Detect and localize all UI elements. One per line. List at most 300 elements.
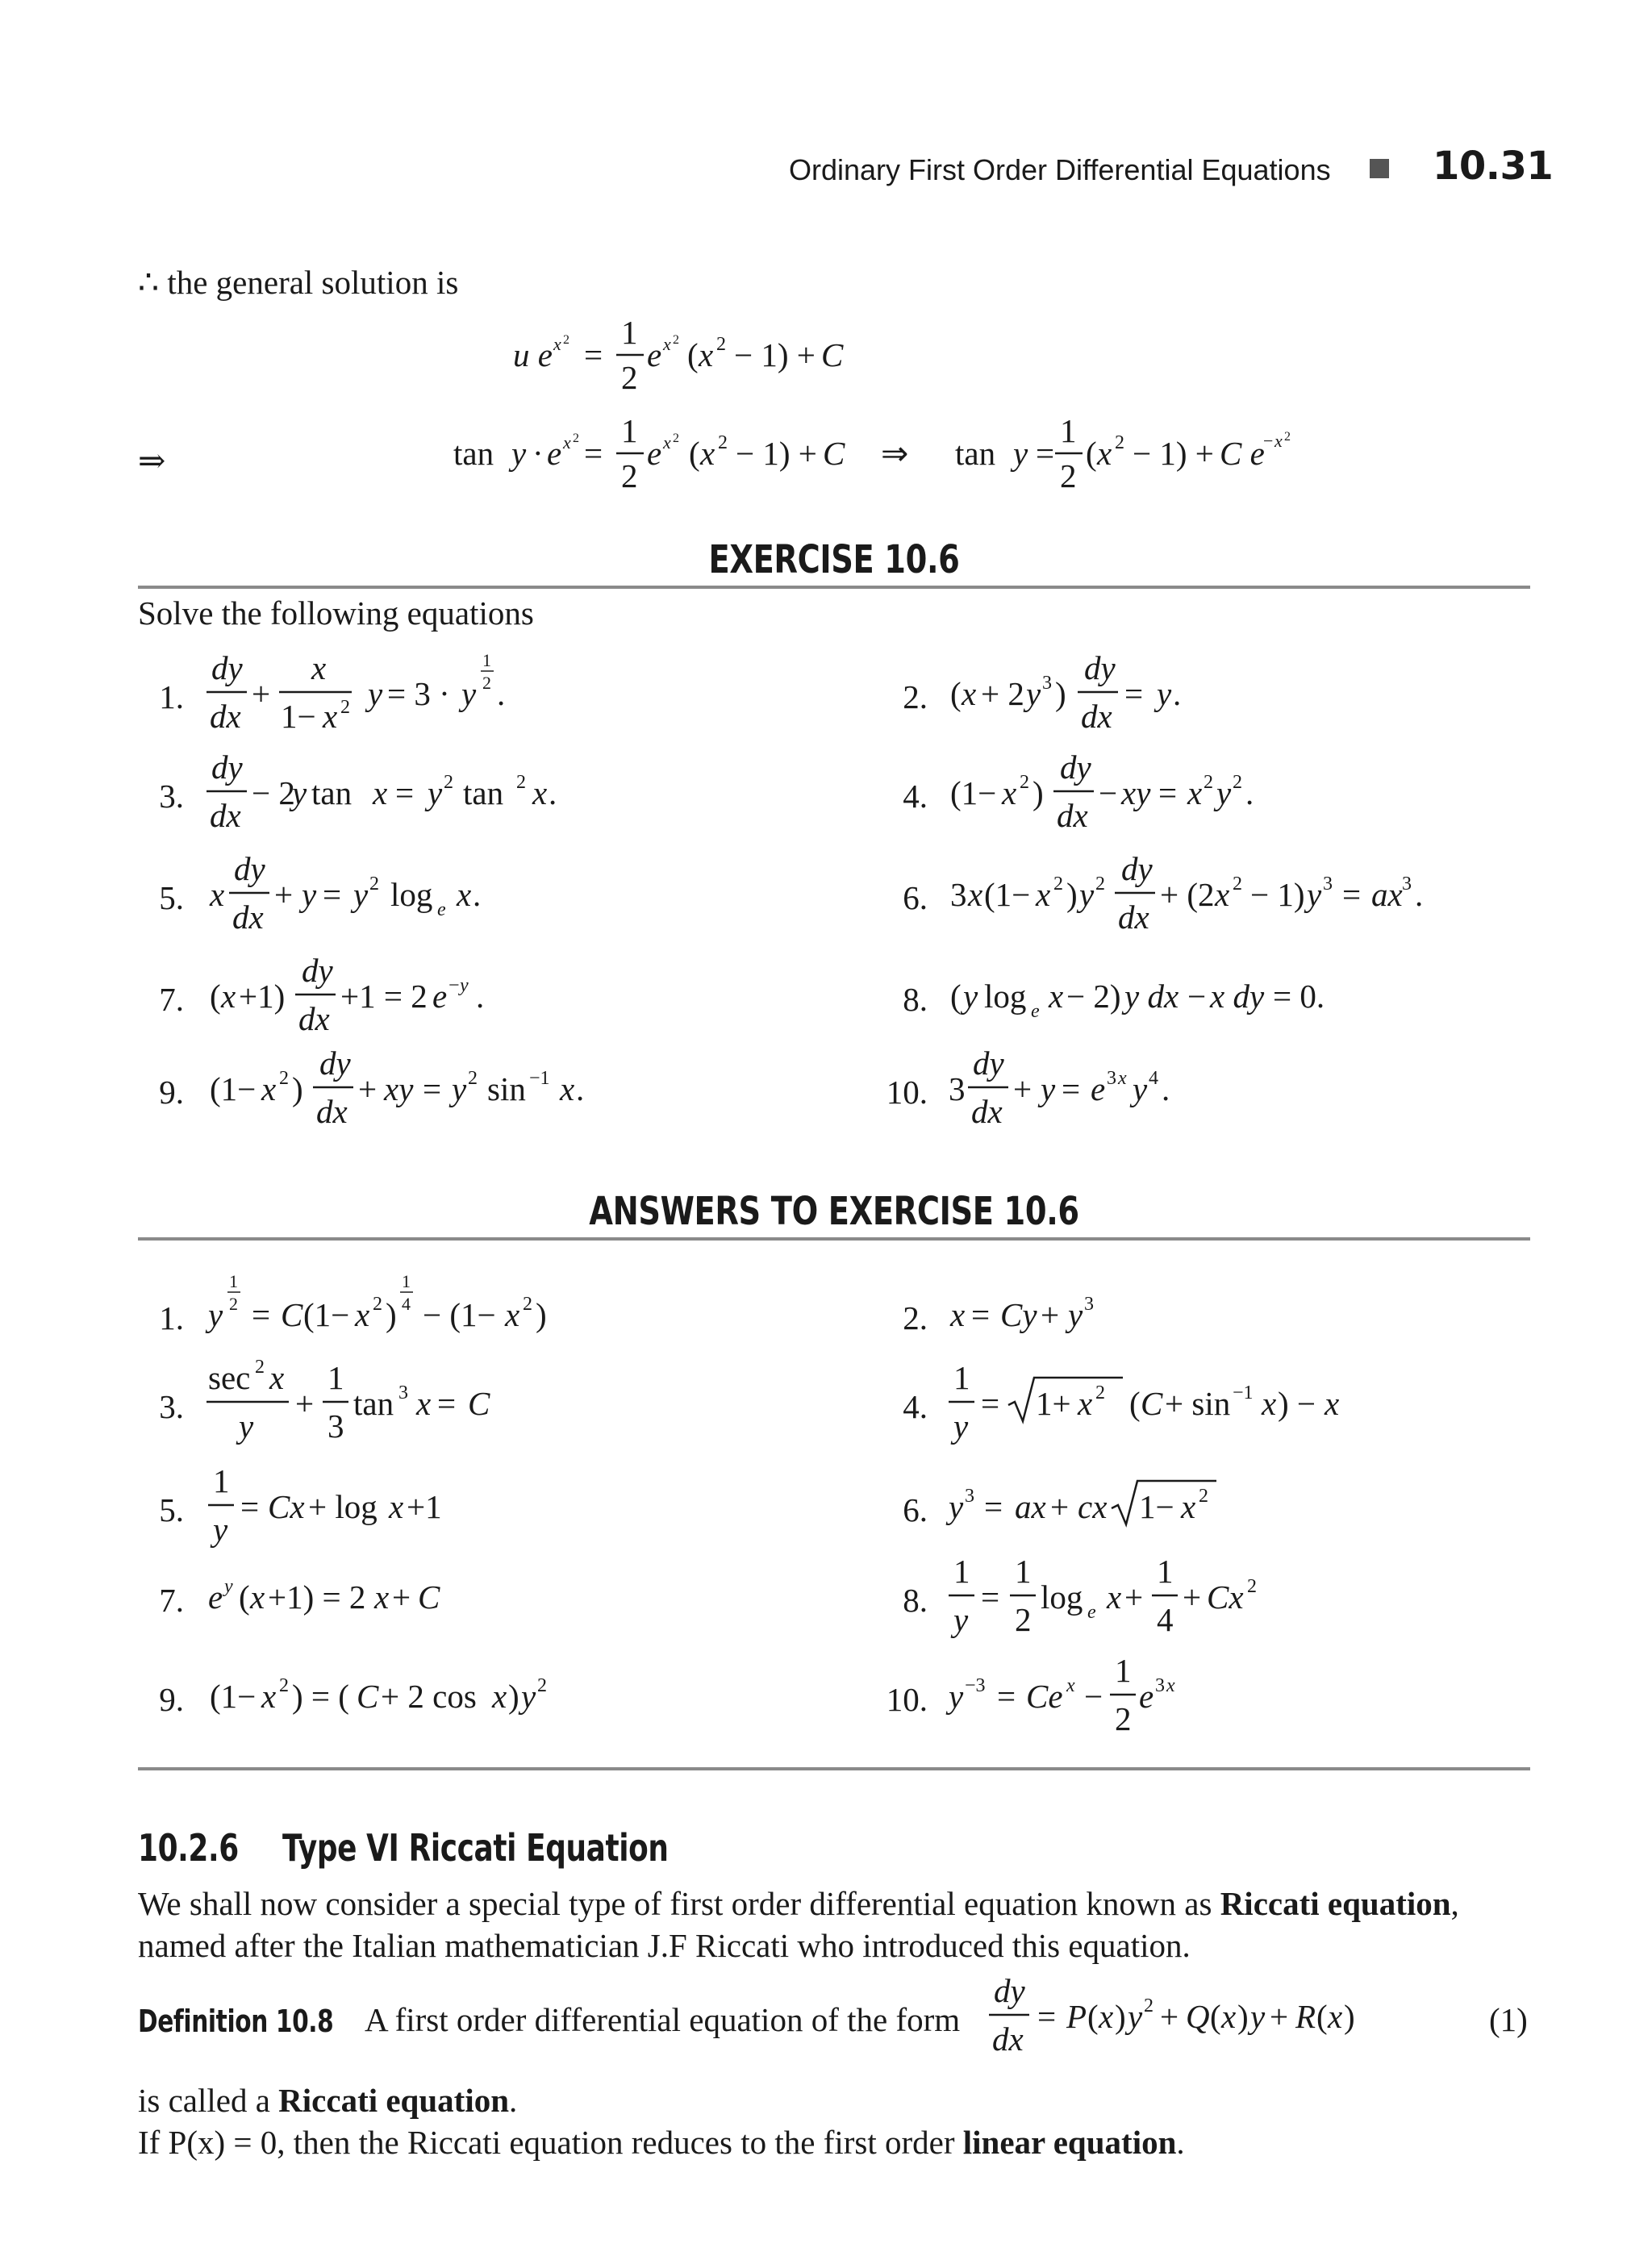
exercise-eq-3 [205, 744, 576, 849]
svg-text:.: . [549, 774, 557, 811]
svg-text:−1: −1 [529, 1068, 550, 1089]
svg-text:=: = [1036, 435, 1055, 472]
exercise-rule [138, 586, 1530, 589]
svg-text:x: x [210, 876, 225, 913]
svg-text:(: ( [1316, 1998, 1328, 2035]
svg-text:−: − [1084, 1678, 1103, 1715]
svg-text:2: 2 [369, 874, 379, 894]
svg-text:dx: dx [992, 2020, 1024, 2058]
svg-text:y: y [1128, 1998, 1143, 2035]
svg-text:2: 2 [482, 673, 491, 693]
svg-text:·: · [532, 435, 544, 472]
answer-eq-5 [205, 1458, 495, 1563]
svg-text:2: 2 [279, 1068, 289, 1089]
svg-text:2: 2 [468, 1068, 478, 1089]
svg-text:dx: dx [210, 797, 241, 834]
svg-text:y: y [239, 1407, 254, 1445]
svg-text:C: C [821, 336, 844, 373]
svg-text:1−: 1− [1139, 1488, 1174, 1525]
exercise-title: EXERCISE 10.6 [708, 537, 960, 582]
svg-text:x: x [663, 334, 671, 354]
exercise-eq-4 [945, 744, 1300, 849]
answers-rule-top [138, 1237, 1530, 1241]
svg-text:x: x [962, 675, 977, 712]
exercise-eq-1 [205, 645, 544, 750]
svg-text:2: 2 [621, 359, 638, 396]
svg-text:Cx: Cx [268, 1488, 305, 1525]
svg-text:x: x [389, 1488, 404, 1525]
svg-text:C: C [281, 1296, 303, 1333]
svg-text:x: x [457, 876, 472, 913]
svg-text:4: 4 [1149, 1068, 1158, 1089]
exercise-num-1: 1. [159, 678, 184, 715]
svg-text:2: 2 [1144, 1995, 1153, 2016]
svg-text:x: x [563, 432, 571, 452]
if-line [138, 2123, 1185, 2162]
svg-text:− 1) +: − 1) + [734, 336, 816, 373]
svg-text:2: 2 [718, 432, 728, 453]
svg-text:log: log [1041, 1578, 1083, 1616]
answers-title: ANSWERS TO EXERCISE 10.6 [589, 1189, 1079, 1234]
exercise-num-2: 2. [903, 678, 928, 715]
answer-num-4: 4. [903, 1388, 928, 1425]
svg-text:−: − [1263, 431, 1274, 451]
svg-text:dy: dy [1121, 850, 1153, 887]
svg-text:y: y [1041, 1070, 1056, 1107]
svg-text:− (1−: − (1− [423, 1296, 496, 1333]
svg-text:) = (: ) = ( [292, 1678, 349, 1715]
svg-text:dx: dx [1057, 797, 1088, 834]
answer-num-3: 3. [159, 1388, 184, 1425]
svg-text:1: 1 [213, 1462, 230, 1499]
svg-text:(: ( [210, 978, 221, 1015]
svg-text:): ) [292, 1070, 303, 1107]
section-paragraph-line2: named after the Italian mathematician J.F Riccati who introduced this equation. [138, 1927, 1191, 1964]
svg-text:x: x [492, 1678, 507, 1715]
svg-text:dy: dy [994, 1972, 1025, 2009]
svg-text:x: x [269, 1359, 285, 1396]
svg-text:x: x [221, 978, 236, 1015]
equation-tan [453, 407, 1308, 503]
svg-text:− 1) +: − 1) + [1133, 435, 1214, 472]
svg-text:+ 2: + 2 [981, 675, 1024, 712]
svg-text:=: = [584, 435, 603, 472]
exercise-num-7: 7. [159, 981, 184, 1018]
svg-text:1: 1 [1157, 1553, 1174, 1590]
svg-text:+ (2: + (2 [1160, 876, 1215, 913]
svg-text:1: 1 [621, 314, 638, 351]
svg-text:2: 2 [573, 432, 579, 445]
svg-text:y: y [428, 774, 443, 811]
answer-num-8: 8. [903, 1582, 928, 1619]
svg-text:.: . [1415, 876, 1424, 913]
svg-text:+1: +1 [407, 1488, 442, 1525]
svg-text:Ce: Ce [1026, 1678, 1063, 1715]
svg-text:2: 2 [1115, 432, 1124, 453]
svg-text:y: y [963, 978, 978, 1015]
svg-text:x: x [323, 698, 338, 735]
exercise-eq-6 [945, 846, 1462, 951]
svg-text:y: y [292, 774, 307, 811]
section-title: Type VI Riccati Equation [282, 1826, 669, 1870]
svg-text:2: 2 [373, 1294, 382, 1315]
svg-text:2: 2 [1247, 1576, 1257, 1597]
svg-text:e: e [432, 978, 448, 1015]
svg-text:x: x [374, 1578, 390, 1616]
svg-text:x: x [1097, 435, 1112, 472]
svg-text:log: log [984, 978, 1027, 1015]
svg-text:.: . [1245, 774, 1254, 811]
svg-text:2: 2 [255, 1357, 265, 1378]
svg-text:dy: dy [319, 1045, 351, 1082]
svg-text:e: e [208, 1578, 223, 1616]
svg-text:=: = [1342, 876, 1362, 913]
svg-text:x: x [261, 1070, 277, 1107]
svg-text:tan: tan [353, 1385, 394, 1422]
answer-num-10: 10. [886, 1681, 928, 1718]
svg-text:2: 2 [621, 457, 638, 494]
svg-text:x: x [663, 432, 671, 452]
svg-text:x: x [1181, 1488, 1196, 1525]
svg-text:dx: dx [971, 1093, 1003, 1130]
svg-text:x: x [250, 1578, 265, 1616]
svg-text:y: y [949, 1488, 964, 1525]
svg-text:C: C [468, 1385, 490, 1422]
answer-num-1: 1. [159, 1299, 184, 1337]
svg-text:=: = [584, 336, 603, 373]
svg-text:=: = [984, 1488, 1003, 1525]
svg-text:=: = [395, 774, 415, 811]
svg-text:+1): +1) [239, 978, 286, 1015]
svg-text:y: y [461, 675, 477, 712]
para1-text: We shall now consider a special type of first order differential equation known as [138, 1885, 1220, 1922]
svg-text:e: e [1087, 1602, 1096, 1623]
svg-text:=: = [1062, 1070, 1081, 1107]
svg-text:− 2: − 2 [252, 774, 295, 811]
answer-eq-3 [205, 1355, 544, 1460]
svg-text:(: ( [687, 336, 699, 373]
svg-text:y: y [353, 876, 369, 913]
exercise-eq-8 [945, 948, 1365, 1053]
svg-text:x: x [950, 1296, 966, 1333]
svg-text:): ) [1344, 1998, 1355, 2035]
svg-text:1: 1 [402, 1271, 411, 1291]
exercise-num-9: 9. [159, 1074, 184, 1111]
svg-text:2: 2 [1053, 874, 1063, 894]
svg-text:− 2): − 2) [1066, 978, 1121, 1015]
exercise-num-8: 8. [903, 981, 928, 1018]
exercise-eq-2 [945, 645, 1236, 750]
svg-text:x: x [700, 435, 715, 472]
svg-text:x: x [1078, 1385, 1093, 1422]
svg-text:2: 2 [1020, 772, 1029, 793]
svg-text:2: 2 [1233, 772, 1242, 793]
para1-bold: Riccati equation [1220, 1885, 1451, 1922]
answer-num-6: 6. [903, 1491, 928, 1528]
svg-text:.: . [476, 978, 485, 1015]
svg-text:e: e [1031, 1001, 1040, 1022]
svg-text:2: 2 [279, 1675, 289, 1696]
svg-text:3: 3 [1042, 673, 1052, 694]
svg-text:C: C [357, 1678, 379, 1715]
svg-text:+: + [1160, 1998, 1179, 2035]
svg-text:y: y [1307, 876, 1322, 913]
definition-equation [987, 1968, 1407, 2073]
svg-text:=: = [981, 1578, 1000, 1616]
svg-text:(1−: (1− [984, 876, 1031, 913]
svg-text:dx: dx [316, 1093, 348, 1130]
svg-text:y: y [953, 1407, 969, 1445]
svg-text:e: e [547, 435, 562, 472]
svg-text:(1−: (1− [303, 1296, 350, 1333]
svg-text:x: x [553, 334, 561, 354]
svg-text:x: x [1262, 1385, 1277, 1422]
svg-text:2: 2 [1115, 1700, 1132, 1737]
svg-text:2: 2 [1199, 1486, 1208, 1507]
svg-text:+ 2 cos: + 2 cos [381, 1678, 477, 1715]
svg-text:cx: cx [1078, 1488, 1108, 1525]
svg-text:.: . [1162, 1070, 1170, 1107]
svg-text:.: . [576, 1070, 585, 1107]
svg-text:1: 1 [482, 650, 491, 670]
svg-text:(: ( [1087, 1998, 1099, 2035]
svg-text:x: x [1118, 1068, 1127, 1089]
svg-text:x: x [1221, 1998, 1237, 2035]
svg-text:+: + [358, 1070, 378, 1107]
svg-text:x: x [1215, 876, 1230, 913]
svg-text:2: 2 [1233, 874, 1242, 894]
svg-text:y: y [460, 975, 469, 996]
definition-text: A first order differential equation of the form [365, 2001, 961, 2038]
svg-text:y: y [521, 1678, 536, 1715]
svg-text:.: . [497, 675, 506, 712]
svg-text:=: = [1037, 1998, 1057, 2035]
svg-text:2: 2 [1095, 1382, 1105, 1403]
svg-text:+: + [1270, 1998, 1289, 2035]
if-text: If P(x) = 0, then the Riccati equation reduces to the first order [138, 2124, 963, 2161]
svg-text:=: = [437, 1385, 457, 1422]
svg-text:=: = [981, 1385, 1000, 1422]
svg-text:dx: dx [1081, 698, 1112, 735]
svg-text:(: ( [689, 435, 700, 472]
svg-text:−1: −1 [1233, 1382, 1254, 1403]
svg-text:y dx: y dx [1124, 978, 1179, 1015]
svg-text:sin: sin [487, 1070, 526, 1107]
svg-text:3: 3 [398, 1382, 408, 1403]
svg-text:e: e [1139, 1678, 1154, 1715]
header-square-icon [1370, 159, 1389, 178]
svg-text:x: x [1049, 978, 1064, 1015]
svg-text:(: ( [1210, 1998, 1221, 2035]
svg-text:=: = [971, 1296, 991, 1333]
svg-text:1+: 1+ [1036, 1385, 1071, 1422]
svg-text:1: 1 [1060, 412, 1077, 449]
svg-text:C: C [1141, 1385, 1163, 1422]
svg-text:1: 1 [621, 412, 638, 449]
svg-text:2: 2 [1204, 772, 1213, 793]
svg-text:3: 3 [949, 1070, 966, 1107]
svg-text:x: x [1328, 1998, 1343, 2035]
svg-text:tan: tan [453, 435, 494, 472]
answer-eq-9 [205, 1648, 592, 1745]
answer-num-5: 5. [159, 1491, 184, 1528]
svg-text:y: y [1216, 774, 1232, 811]
svg-text:2: 2 [1284, 430, 1291, 444]
exercise-num-10: 10. [886, 1074, 928, 1111]
svg-text:C: C [418, 1578, 440, 1616]
svg-text:x: x [261, 1678, 277, 1715]
svg-text:+: + [392, 1578, 411, 1616]
page-number: 10.31 [1433, 144, 1554, 189]
svg-text:− 1): − 1) [1250, 876, 1305, 913]
svg-text:(1−: (1− [950, 774, 997, 811]
svg-text:=: = [1124, 675, 1144, 712]
svg-text:4: 4 [402, 1294, 411, 1314]
svg-text:=: = [1158, 774, 1178, 811]
svg-text:x: x [699, 336, 714, 373]
svg-text:+: + [252, 675, 271, 712]
svg-text:x: x [1002, 774, 1017, 811]
running-title: Ordinary First Order Differential Equations [789, 153, 1331, 186]
if-end: . [1176, 2124, 1185, 2161]
svg-text:2: 2 [673, 432, 679, 445]
svg-text:y: y [953, 1601, 969, 1638]
svg-text:(1−: (1− [210, 1070, 257, 1107]
svg-text:): ) [1115, 1998, 1126, 2035]
exercise-eq-10 [945, 1040, 1236, 1145]
svg-text:y: y [302, 876, 317, 913]
svg-text:ax: ax [1371, 876, 1403, 913]
svg-text:y: y [452, 1070, 467, 1107]
exercise-eq-5 [205, 846, 544, 951]
svg-text:) −: ) − [1278, 1385, 1316, 1422]
svg-text:): ) [536, 1296, 547, 1333]
svg-text:x: x [1325, 1385, 1340, 1422]
svg-text:x: x [1036, 876, 1051, 913]
svg-text:y: y [208, 1296, 223, 1333]
exercise-num-6: 6. [903, 879, 928, 916]
svg-text:3: 3 [327, 1407, 344, 1445]
svg-text:.: . [473, 876, 482, 913]
svg-text:=: = [323, 876, 342, 913]
svg-text:xy: xy [384, 1070, 414, 1107]
svg-text:+: + [1050, 1488, 1070, 1525]
svg-text:1: 1 [953, 1359, 970, 1396]
svg-text:⇒: ⇒ [881, 435, 909, 472]
svg-text:C e: C e [1220, 435, 1265, 472]
svg-text:+: + [1013, 1070, 1032, 1107]
svg-text:2: 2 [340, 697, 350, 718]
svg-text:3: 3 [965, 1486, 974, 1507]
svg-text:3: 3 [1402, 874, 1412, 894]
svg-text:e: e [647, 435, 662, 472]
para1-end: , [1450, 1885, 1459, 1922]
svg-text:dy: dy [973, 1045, 1004, 1082]
answer-num-2: 2. [903, 1299, 928, 1337]
svg-text:u e: u e [513, 336, 553, 373]
svg-text:+: + [1124, 1578, 1144, 1616]
svg-text:2: 2 [516, 772, 526, 793]
svg-text:ax: ax [1015, 1488, 1046, 1525]
svg-text:C: C [823, 435, 845, 472]
svg-text:y: y [1079, 876, 1095, 913]
svg-text:log: log [390, 876, 433, 913]
svg-text:3: 3 [1323, 874, 1333, 894]
svg-text:R: R [1295, 1998, 1316, 2035]
svg-text:y: y [949, 1678, 964, 1715]
svg-text:=: = [240, 1488, 260, 1525]
svg-text:x: x [1107, 1578, 1122, 1616]
svg-text:): ) [1032, 774, 1044, 811]
svg-text:= 0.: = 0. [1273, 978, 1325, 1015]
svg-text:): ) [386, 1296, 397, 1333]
svg-text:1: 1 [953, 1553, 970, 1590]
svg-text:x: x [968, 876, 983, 913]
svg-text:Cy: Cy [1000, 1296, 1037, 1333]
svg-text:2: 2 [716, 334, 726, 355]
svg-text:x: x [355, 1296, 370, 1333]
section-paragraph-line1 [138, 1884, 1459, 1923]
svg-text:−: − [1099, 774, 1118, 811]
exercise-num-5: 5. [159, 879, 184, 916]
svg-text:−: − [448, 975, 460, 996]
called-bold: Riccati equation [278, 2082, 510, 2119]
answer-eq-6 [945, 1458, 1284, 1563]
svg-text:dx: dx [210, 698, 241, 735]
svg-text:x: x [505, 1296, 520, 1333]
svg-text:e: e [647, 336, 662, 373]
svg-text:= 3 ·: = 3 · [387, 675, 450, 712]
svg-text:x dy: x dy [1210, 978, 1265, 1015]
answers-rule-bottom [138, 1767, 1530, 1770]
answer-eq-8 [945, 1549, 1316, 1653]
svg-text:tan: tan [311, 774, 353, 811]
svg-text:+1) = 2: +1) = 2 [268, 1578, 366, 1616]
svg-text:): ) [1055, 675, 1066, 712]
svg-text:3: 3 [1155, 1675, 1165, 1696]
called-text: is called a [138, 2082, 279, 2119]
svg-text:dy: dy [211, 649, 243, 686]
svg-text:2: 2 [1015, 1601, 1032, 1638]
svg-text:(: ( [1086, 435, 1097, 472]
svg-text:(: ( [239, 1578, 250, 1616]
svg-text:2: 2 [523, 1294, 532, 1315]
called-line [138, 2081, 517, 2120]
svg-text:e: e [1091, 1070, 1106, 1107]
svg-text:P: P [1066, 1998, 1087, 2035]
answer-eq-7 [205, 1549, 495, 1645]
answer-eq-4 [945, 1355, 1365, 1460]
svg-text:−3: −3 [965, 1675, 986, 1696]
svg-text:y: y [1068, 1296, 1083, 1333]
answer-num-9: 9. [159, 1681, 184, 1718]
svg-text:x: x [373, 774, 388, 811]
svg-text:dy: dy [1060, 749, 1091, 786]
definition-label: Definition 10.8 [138, 2004, 334, 2039]
svg-text:y: y [1250, 1998, 1266, 2035]
svg-text:sec: sec [208, 1359, 251, 1396]
svg-text:y: y [1133, 1070, 1148, 1107]
svg-text:(: ( [950, 675, 962, 712]
svg-text:+1 = 2: +1 = 2 [340, 978, 428, 1015]
svg-text:): ) [508, 1678, 519, 1715]
svg-text:1: 1 [229, 1271, 238, 1291]
svg-text:y: y [1157, 675, 1172, 712]
svg-text:x: x [311, 649, 327, 686]
svg-text:y: y [1013, 435, 1028, 472]
svg-text:+: + [295, 1385, 315, 1422]
svg-text:): ) [1237, 1998, 1249, 2035]
